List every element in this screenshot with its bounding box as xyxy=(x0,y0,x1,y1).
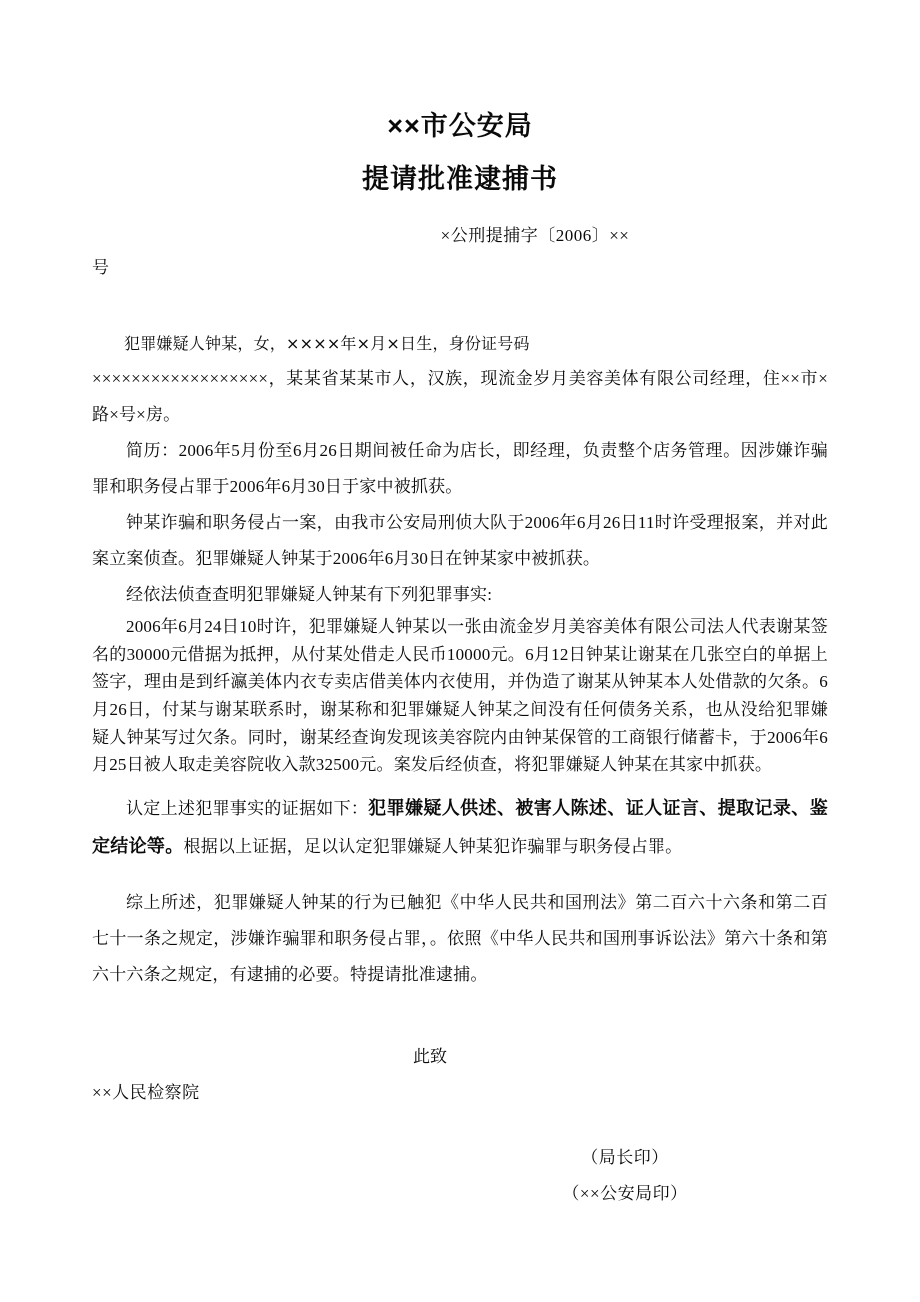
seal-block xyxy=(92,1140,828,1211)
document-content xyxy=(92,0,828,1212)
facts-lead-in: 经依法侦查查明犯罪嫌疑人钟某有下列犯罪事实: xyxy=(126,585,493,605)
document-number: ×公刑提捕字〔2006〕×× xyxy=(440,226,630,246)
page-title-organization: ××市公安局 xyxy=(387,111,533,141)
suspect-identity-line-1: 犯罪嫌疑人钟某，女，××××年×月×日生，身份证号码 xyxy=(124,334,530,354)
criminal-facts-paragraph: 2006年6月24日10时许，犯罪嫌疑人钟某以一张由流金岁月美容美体有限公司法人代表谢某签名的30000元借据为抵押，从付某处借走人民币10000元。6月12日钟某让谢某在几张空白的单据上签字，理由是到纤瀛美体内衣专卖店借美体内衣使用，并伪造了谢某从钟某本人处借款的欠条。6月26日，付某与谢某联系时，谢某称和犯罪嫌疑人钟某之间没有任何债务关系，也从没给犯罪嫌疑人钟某写过欠条。同时，谢某经查询发现该美容院内由钟某保管的工商银行储蓄卡，于2006年6月25日被人取走美容院收入款32500元。案发后经侦查，将犯罪嫌疑人钟某在其家中抓获。 xyxy=(92,617,828,775)
seal-bureau-stamp: （××公安局印） xyxy=(562,1184,688,1204)
document-number-suffix: 号 xyxy=(92,257,110,277)
document-body xyxy=(92,327,828,993)
suspect-resume-paragraph: 简历：2006年5月份至6月26日期间被任命为店长，即经理，负责整个店务管理。因涉嫌诈骗罪和职务侵占罪于2006年6月30日于家中被抓获。 xyxy=(92,441,828,497)
conclusion-paragraph: 综上所述，犯罪嫌疑人钟某的行为已触犯《中华人民共和国刑法》第二百六十六条和第二百七十一条之规定，涉嫌诈骗罪和职务侵占罪，。依照《中华人民共和国刑事诉讼法》第六十条和第六十六条之规定，有逮捕的必要。特提请批准逮捕。 xyxy=(92,892,828,984)
suspect-identity-line-2: ××××××××××××××××××，某某省某某市人，汉族，现流金岁月美容美体有限公司经理，住××市×路×号×房。 xyxy=(92,369,828,425)
closing-salutation: 此致 xyxy=(413,1046,447,1066)
evidence-paragraph xyxy=(92,789,828,865)
closing-block xyxy=(92,1039,828,1110)
seal-chief-signature: （局长印） xyxy=(581,1148,669,1168)
document-number-block xyxy=(92,220,828,283)
page-title-document-type: 提请批准逮捕书 xyxy=(362,163,558,194)
evidence-list-emphasis: 犯罪嫌疑人供述、被害人陈述、证人证言、提取记录、鉴定结论等。 xyxy=(92,797,828,856)
spacer xyxy=(92,779,828,789)
evidence-suffix-text: 根据以上证据，足以认定犯罪嫌疑人钟某犯诈骗罪与职务侵占罪。 xyxy=(183,836,683,856)
evidence-prefix-text: 认定上述犯罪事实的证据如下： xyxy=(126,798,369,818)
case-acceptance-paragraph: 钟某诈骗和职务侵占一案，由我市公安局刑侦大队于2006年6月26日11时许受理报案，并对此案立案侦查。犯罪嫌疑人钟某于2006年6月30日在钟某家中被抓获。 xyxy=(92,513,828,569)
spacer xyxy=(92,865,828,885)
closing-recipient: ××人民检察院 xyxy=(92,1082,200,1102)
